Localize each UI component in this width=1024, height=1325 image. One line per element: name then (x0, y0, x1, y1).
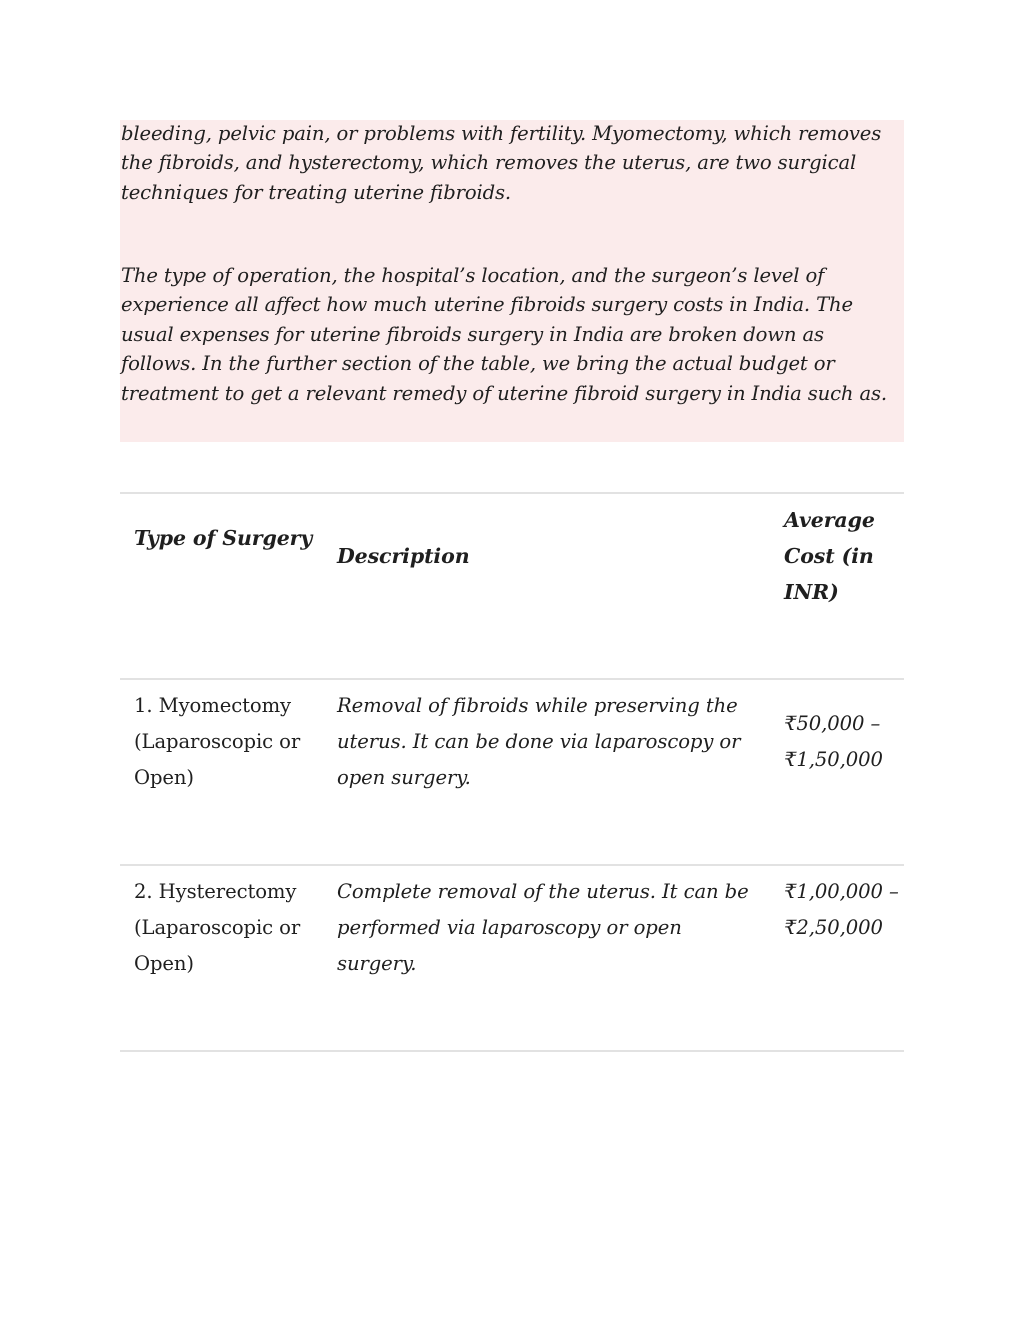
intro-paragraph: bleeding, pelvic pain, or problems with fertility. Myomectomy, which removes the fibroids, and hysterectomy, which removes the uterus, are two surgical techniques for treating uterine fibroids. (121, 122, 882, 204)
surgery-type-cell: 2. Hysterectomy (Laparoscopic or Open) (134, 880, 301, 975)
header-type-of-surgery: Type of Surgery (134, 526, 313, 550)
table-row (120, 678, 904, 864)
cost-overview-paragraph: The type of operation, the hospital’s location, and the surgeon’s level of experience all affect how much uterine fibroids surgery costs in India. The usual expenses for uterine fibroids surgery in India are broken down as follows. In the further section of the table, we bring the actual budget or treatment to get a relevant remedy of uterine fibroid surgery in India such as. (121, 264, 887, 405)
surgery-cost-table (120, 492, 904, 1052)
header-description: Description (337, 544, 470, 568)
surgery-description-cell: Removal of fibroids while preserving the uterus. It can be done via laparoscopy or open surgery. (337, 694, 741, 789)
table-row (120, 864, 904, 1052)
surgery-cost-cell: ₹50,000 – ₹1,50,000 (784, 712, 883, 771)
surgery-type-cell: 1. Myomectomy (Laparoscopic or Open) (134, 694, 301, 789)
surgery-cost-cell: ₹1,00,000 – ₹2,50,000 (784, 880, 899, 939)
surgery-description-cell: Complete removal of the uterus. It can be performed via laparoscopy or open surgery. (337, 880, 749, 975)
table-header-row (120, 492, 904, 678)
header-average-cost: Average Cost (in INR) (784, 508, 875, 604)
